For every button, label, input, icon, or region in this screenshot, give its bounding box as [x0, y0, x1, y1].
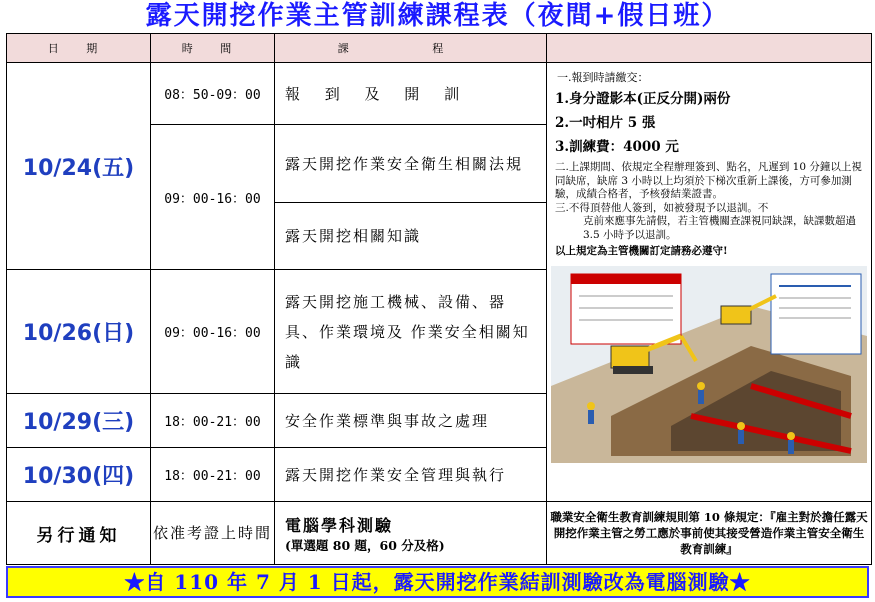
notes-reminder: 以上規定為主管機關訂定請務必遵守! [555, 245, 728, 257]
time-1a: 08：50-09：00 [151, 63, 275, 125]
header-time: 時 間 [151, 34, 275, 63]
time-3: 18：00-21：00 [151, 394, 275, 448]
notes-cell [547, 63, 872, 502]
notes-rule-3b: 克前來應事先請假，若主管機關查課視同缺課，缺課數超過 3.5 小時予以退訓。 [583, 215, 856, 241]
footer-label: 另行通知 [7, 502, 151, 565]
course-1c: 露天開挖相關知識 [275, 203, 547, 270]
course-1a: 報 到 及 開 訓 [275, 63, 547, 125]
page-title: 露天開挖作業主管訓練課程表（夜間+假日班） [145, 1, 730, 31]
notes-head: 一.報到時請繳交： [557, 71, 649, 84]
schedule-table [6, 33, 872, 565]
time-2: 09：00-16：00 [151, 270, 275, 394]
time-4: 18：00-21：00 [151, 448, 275, 502]
announcement-banner: ★自 110 年 7 月 1 日起，露天開挖作業結訓測驗改為電腦測驗★ [6, 566, 869, 598]
footer-course [275, 502, 547, 565]
excavation-illustration [551, 266, 867, 463]
notes-item-2: 2.一吋相片 5 張 [555, 115, 656, 131]
footer-course-title: 電腦學科測驗 [285, 515, 394, 535]
footer-time: 依准考證上時間 [151, 502, 275, 565]
notes-rule-3a: 三.不得頂替他人簽到，如被發現予以退訓。不 [555, 201, 769, 214]
course-2: 露天開挖施工機械、設備、器具、作業環境及 作業安全相關知識 [275, 270, 547, 394]
course-3: 安全作業標準與事故之處理 [275, 394, 547, 448]
time-1b: 09：00-16：00 [151, 125, 275, 270]
date-4: 10/30(四) [7, 448, 151, 502]
notes-rule-3 [555, 202, 867, 243]
course-1b: 露天開挖作業安全衛生相關法規 [275, 125, 547, 203]
notes-item-3: 3.訓練費：4000 元 [555, 139, 679, 155]
header-notes [547, 34, 872, 63]
header-date: 日 期 [7, 34, 151, 63]
date-1: 10/24(五) [7, 63, 151, 270]
header-course: 課 程 [275, 34, 547, 63]
footer-course-detail: (單選題 80 題，60 分及格) [285, 537, 445, 553]
notes-item-1: 1.身分證影本(正反分開)兩份 [555, 91, 731, 107]
notes-rule-2: 二.上課期間、依規定全程辦理簽到、點名，凡遲到 10 分鐘以上視同缺席，缺席 3 小時以上均須於下梯次重新上課後，方可參加測驗，成績合格者，予核發結業證書。 [555, 161, 862, 200]
law-note: 職業安全衛生教育訓練規則第 10 條規定：『雇主對於擔任露天開挖作業主管之勞工應於事前使其接受營造作業主管安全衛生教育訓練』 [547, 502, 872, 565]
course-4: 露天開挖作業安全管理與執行 [275, 448, 547, 502]
date-2: 10/26(日) [7, 270, 151, 394]
date-3: 10/29(三) [7, 394, 151, 448]
